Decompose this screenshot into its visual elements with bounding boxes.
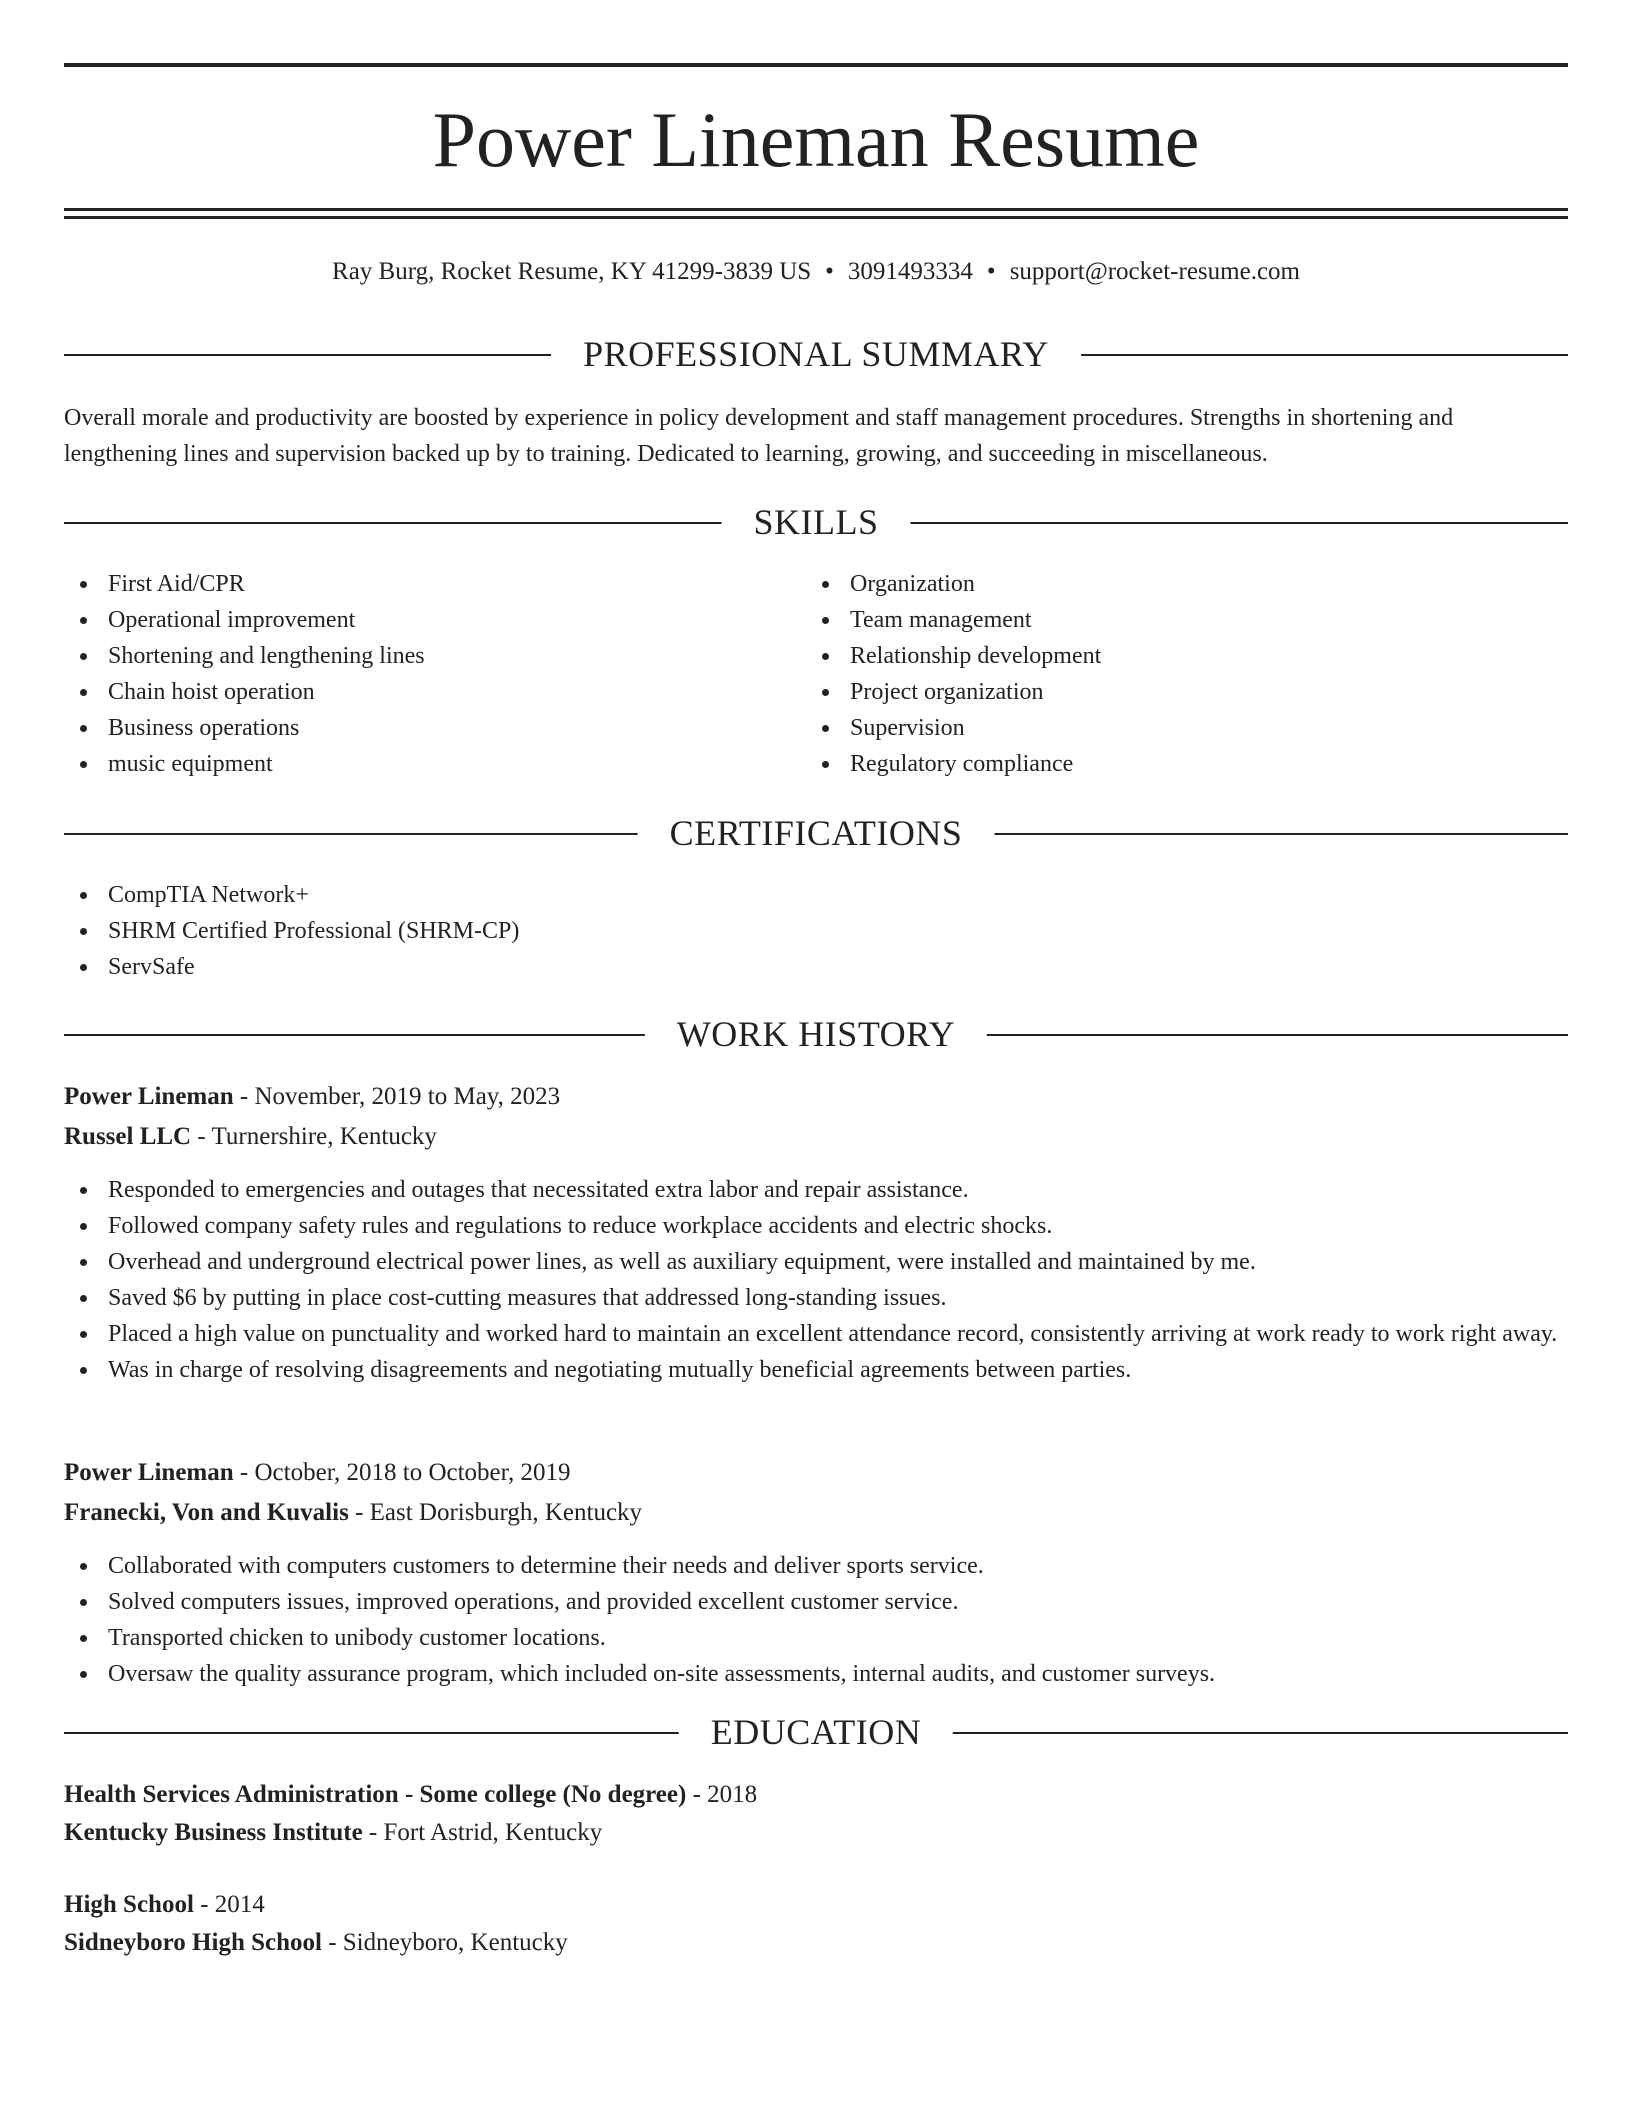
skill-item: Shortening and lengthening lines: [64, 638, 804, 674]
contact-address: Ray Burg, Rocket Resume, KY 41299-3839 US: [332, 258, 812, 285]
summary-text: Overall morale and productivity are boosted by experience in policy development and staff management procedures. Strengths in shortening and lengthening lines and supervision backed up by to training. Dedicated to learning, growing, and succeeding in miscellaneous.: [64, 405, 1454, 467]
job-dates: November, 2019 to May, 2023: [254, 1083, 561, 1110]
skills-list-right: [806, 566, 1546, 782]
job-title-line: Power Lineman - November, 2019 to May, 2023: [64, 1083, 561, 1110]
education-degree-line: Health Services Administration - Some college (No degree) - 2018: [64, 1781, 758, 1808]
job-duty: Solved computers issues, improved operations, and provided excellent customer service.: [64, 1584, 1568, 1620]
education-location: Sidneyboro, Kentucky: [342, 1929, 568, 1956]
job-title: Power Lineman: [64, 1083, 234, 1110]
skill-item: Operational improvement: [64, 602, 804, 638]
education-year: 2014: [214, 1891, 265, 1918]
skill-item: Chain hoist operation: [64, 674, 804, 710]
certification-item: CompTIA Network+: [64, 877, 1568, 913]
section-title-education: EDUCATION: [679, 1707, 953, 1757]
job-dates: October, 2018 to October, 2019: [254, 1459, 571, 1486]
skill-item: music equipment: [64, 746, 804, 782]
job-location: East Dorisburgh, Kentucky: [369, 1499, 643, 1526]
education-degree: High School: [64, 1891, 194, 1918]
job-duty: Oversaw the quality assurance program, which included on-site assessments, internal audits, and customer surveys.: [64, 1656, 1568, 1692]
skill-item: Business operations: [64, 710, 804, 746]
certifications-list: [64, 877, 1568, 985]
job-title: Power Lineman: [64, 1459, 234, 1486]
skill-item: Regulatory compliance: [806, 746, 1546, 782]
section-header-work-history: [64, 1009, 1568, 1059]
skill-item: Supervision: [806, 710, 1546, 746]
section-header-education: [64, 1707, 1568, 1757]
skills-list-left: [64, 566, 804, 782]
education-school: Sidneyboro High School: [64, 1929, 322, 1956]
section-header-summary: [64, 329, 1568, 379]
title-rule-lower: [64, 216, 1568, 219]
section-header-skills: [64, 497, 1568, 547]
contact-email: support@rocket-resume.com: [1009, 258, 1300, 285]
title-rule-upper: [64, 208, 1568, 211]
job-duty: Placed a high value on punctuality and worked hard to maintain an excellent attendance record, consistently arriving at work ready to work right away.: [64, 1316, 1568, 1352]
contact-line: [64, 252, 1568, 292]
skill-item: Project organization: [806, 674, 1546, 710]
section-title-work-history: WORK HISTORY: [645, 1009, 987, 1059]
education-school: Kentucky Business Institute: [64, 1819, 363, 1846]
skill-item: Relationship development: [806, 638, 1546, 674]
job-duty: Overhead and underground electrical power lines, as well as auxiliary equipment, were installed and maintained by me.: [64, 1244, 1568, 1280]
job-duty: Collaborated with computers customers to determine their needs and deliver sports service.: [64, 1548, 1568, 1584]
education-degree-line: High School - 2014: [64, 1891, 265, 1918]
section-header-certifications: [64, 808, 1568, 858]
certification-item: SHRM Certified Professional (SHRM-CP): [64, 913, 1568, 949]
job-company: Russel LLC: [64, 1123, 192, 1150]
top-rule: [64, 63, 1568, 67]
job-duty: Saved $6 by putting in place cost-cutting measures that addressed long-standing issues.: [64, 1280, 1568, 1316]
education-school-line: Kentucky Business Institute - Fort Astrid, Kentucky: [64, 1819, 603, 1846]
job-company-line: Franecki, Von and Kuvalis - East Dorisburgh, Kentucky: [64, 1499, 643, 1526]
job-company-line: Russel LLC - Turnershire, Kentucky: [64, 1123, 437, 1150]
contact-separator: •: [986, 258, 996, 285]
job-duties-list: [64, 1548, 1568, 1692]
job-title-line: Power Lineman - October, 2018 to October, 2019: [64, 1459, 571, 1486]
education-degree: Health Services Administration - Some college (No degree): [64, 1781, 687, 1808]
section-title-skills: SKILLS: [721, 497, 910, 547]
resume-title: Power Lineman Resume: [432, 96, 1200, 183]
certification-item: ServSafe: [64, 949, 1568, 985]
job-duty: Followed company safety rules and regulations to reduce workplace accidents and electric shocks.: [64, 1208, 1568, 1244]
job-company: Franecki, Von and Kuvalis: [64, 1499, 349, 1526]
section-title-summary: PROFESSIONAL SUMMARY: [551, 329, 1081, 379]
job-duty: Transported chicken to unibody customer locations.: [64, 1620, 1568, 1656]
job-duty: Responded to emergencies and outages that necessitated extra labor and repair assistance.: [64, 1172, 1568, 1208]
skill-item: Team management: [806, 602, 1546, 638]
job-duties-list: [64, 1172, 1568, 1388]
education-year: 2018: [707, 1781, 758, 1808]
section-title-certifications: CERTIFICATIONS: [638, 808, 995, 858]
skill-item: First Aid/CPR: [64, 566, 804, 602]
job-duty: Was in charge of resolving disagreements and negotiating mutually beneficial agreements between parties.: [64, 1352, 1568, 1388]
contact-separator: •: [825, 258, 834, 285]
education-location: Fort Astrid, Kentucky: [383, 1819, 603, 1846]
contact-phone: 3091493334: [847, 258, 973, 285]
skill-item: Organization: [806, 566, 1546, 602]
job-location: Turnershire, Kentucky: [211, 1123, 437, 1150]
education-school-line: Sidneyboro High School - Sidneyboro, Kentucky: [64, 1929, 568, 1956]
